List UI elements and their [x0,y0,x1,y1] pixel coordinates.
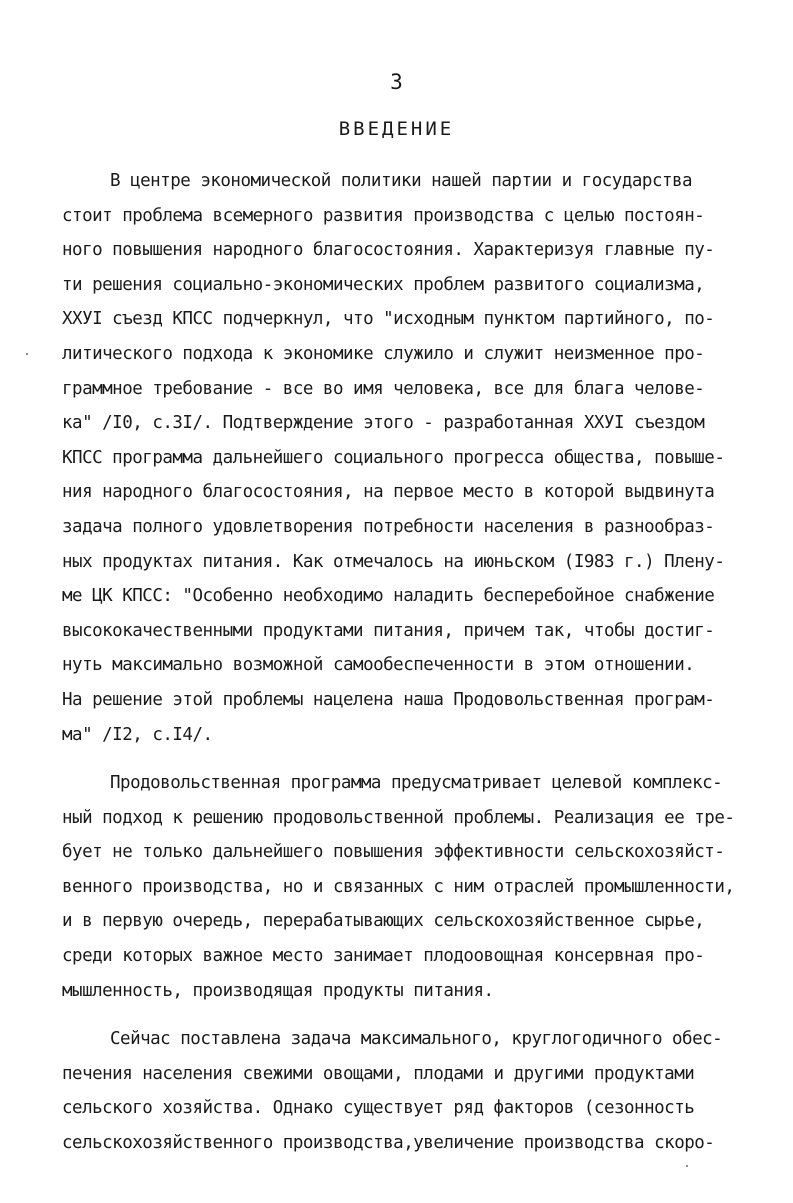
paragraph-1-line-7: граммное требование - все во имя человека, все для блага челове- [62,378,705,399]
paragraph-1-line-4: ти решения социально-экономических проблем развитого социализма, [62,274,705,295]
paragraph-3-line-4: сельскохозяйственного производства,увеличение производства скоро- [62,1133,715,1154]
paragraph-2-line-7: мышленность, производящая продукты питания. [62,980,494,1001]
paragraph-3-line-1: Сейчас поставлена задача максимального, круглогодичного обес- [110,1029,723,1050]
page-number: 3 [390,70,403,94]
paragraph-1-line-6: литического подхода к экономике служило и служит неизменное про- [62,343,705,364]
paragraph-1-line-9: КПСС программа дальнейшего социального прогресса общества, повыше- [62,447,725,468]
paragraph-1-line-8: ка" /I0, с.3I/. Подтверждение этого - разработанная ХХУI съездом [62,413,705,434]
scan-speck [686,1165,688,1167]
scan-speck [26,353,28,355]
paragraph-2-line-4: венного производства, но и связанных с ним отраслей промышленности, [62,876,735,897]
paragraph-1-line-16: На решение этой проблемы нацелена наша Продовольственная програм- [62,689,715,710]
paragraph-1-line-3: ного повышения народного благосостояния. Характеризуя главные пу- [62,240,715,261]
paragraph-1-line-1: В центре экономической политики нашей партии и государства [110,171,693,191]
paragraph-3-line-3: сельского хозяйства. Однако существует ряд факторов (сезонность [62,1098,695,1119]
paragraph-1-line-13: ме ЦК КПСС: "Особенно необходимо наладить бесперебойное снабжение [62,586,715,607]
paragraph-1-line-17: ма" /I2, с.I4/. [62,724,213,745]
paragraph-2-line-1: Продовольственная программа предусматривает целевой комплекс- [110,773,723,794]
paragraph-1-line-15: нуть максимально возможной самообеспеченности в этом отношении. [62,655,695,676]
paragraph-1-line-2: стоит проблема всемерного развития производства с целью постоян- [62,205,705,226]
paragraph-1-line-5: ХХУI съезд КПСС подчеркнул, что "исходным пунктом партийного, по- [62,309,715,330]
paragraph-2-line-5: и в первую очередь, перерабатывающих сельскохозяйственное сырье, [62,911,705,932]
paragraph-1-line-14: высококачественными продуктами питания, причем так, чтобы достиг- [62,620,715,641]
paragraph-1-line-11: задача полного удовлетворения потребности населения в разнообраз- [62,516,715,537]
body-text [62,164,762,1161]
page-title: ВВЕДЕНИЕ [338,118,455,140]
paragraph-2-line-2: ный подход к решению продовольственной проблемы. Реализация ее тре- [62,807,735,828]
paragraph-2-line-3: бует не только дальнейшего повышения эффективности сельскохозяйст- [62,842,725,863]
paragraph-2-line-6: среди которых важное место занимает плодоовощная консервная про- [62,946,705,967]
paragraph-3-line-2: печения населения свежими овощами, плодами и другими продуктами [62,1063,695,1084]
paragraph-1-line-12: ных продуктах питания. Как отмечалось на июньском (I983 г.) Плену- [62,551,725,572]
paragraph-1-line-10: ния народного благосостояния, на первое место в которой выдвинута [62,482,715,503]
